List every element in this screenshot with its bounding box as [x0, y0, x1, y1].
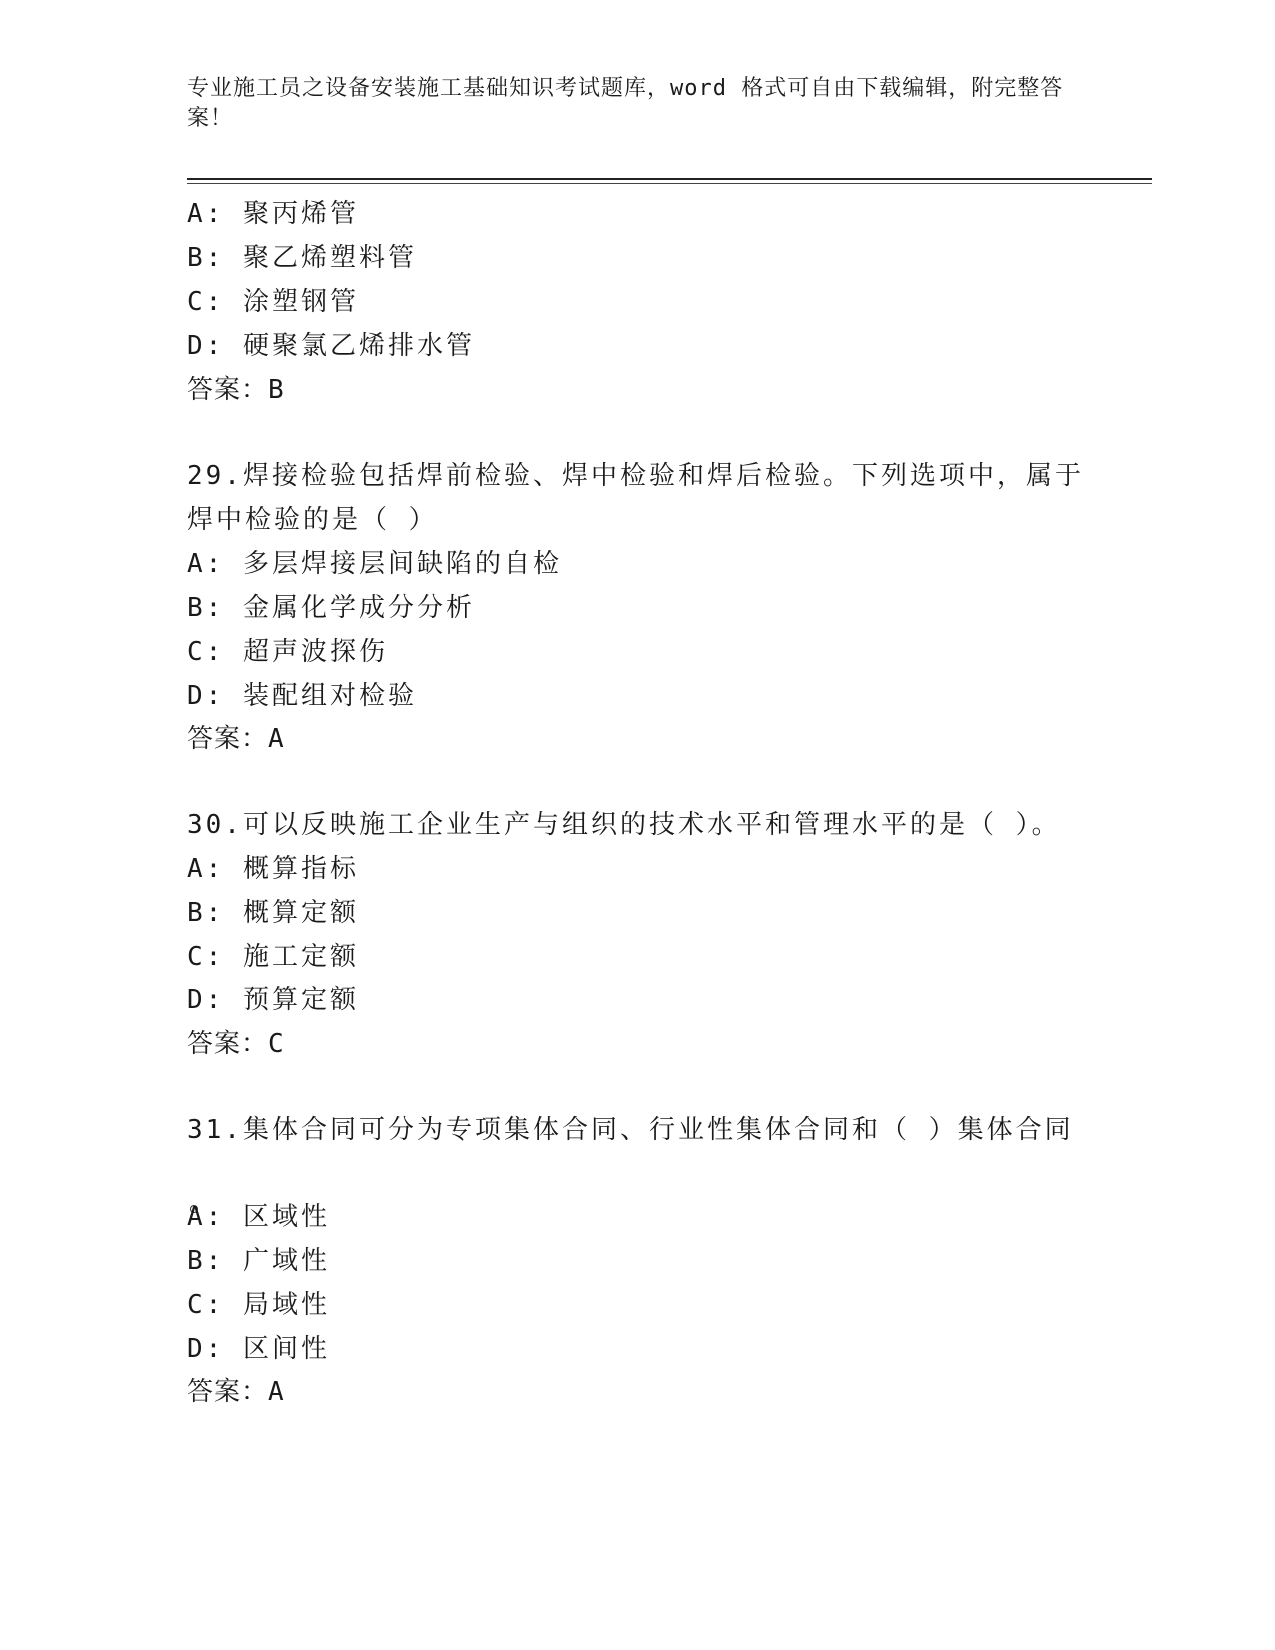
q29-option-b: B: 金属化学成分分析 — [187, 593, 475, 623]
q28-option-c: C: 涂塑钢管 — [187, 287, 359, 317]
header-divider-thin — [187, 183, 1152, 184]
q28-option-b: B: 聚乙烯塑料管 — [187, 243, 417, 273]
q31-option-b: B: 广域性 — [187, 1246, 330, 1276]
q30-option-a: A: 概算指标 — [187, 854, 359, 884]
q28-option-a: A: 聚丙烯管 — [187, 199, 359, 229]
q31-stem-line1: 31.集体合同可分为专项集体合同、行业性集体合同和（ ）集体合同 — [187, 1115, 1074, 1145]
q29-option-a: A: 多层焊接层间缺陷的自检 — [187, 549, 562, 579]
q29-option-c: C: 超声波探伤 — [187, 637, 388, 667]
q28-option-d: D: 硬聚氯乙烯排水管 — [187, 331, 475, 361]
q30-option-c: C: 施工定额 — [187, 942, 359, 972]
q31-answer: 答案：A — [187, 1377, 285, 1407]
q29-answer: 答案：A — [187, 724, 285, 754]
document-header: 专业施工员之设备安装施工基础知识考试题库，word 格式可自由下载编辑，附完整答案！ — [187, 76, 1064, 131]
q31-option-d: D: 区间性 — [187, 1334, 330, 1364]
q29-option-d: D: 装配组对检验 — [187, 681, 417, 711]
q30-stem-line1: 30.可以反映施工企业生产与组织的技术水平和管理水平的是（ ）。 — [187, 810, 1061, 840]
q29-stem-line2: 焊中检验的是（ ） — [187, 505, 438, 535]
header-divider-thick — [187, 178, 1152, 180]
q30-option-d: D: 预算定额 — [187, 985, 359, 1015]
q31-option-c: C: 局域性 — [187, 1290, 330, 1320]
q30-answer: 答案：C — [187, 1029, 285, 1059]
q31-option-a: A: 区域性 — [187, 1202, 330, 1232]
q30-option-b: B: 概算定额 — [187, 898, 359, 928]
q29-stem-line1: 29.焊接检验包括焊前检验、焊中检验和焊后检验。下列选项中，属于 — [187, 461, 1084, 491]
q28-answer: 答案：B — [187, 375, 285, 405]
